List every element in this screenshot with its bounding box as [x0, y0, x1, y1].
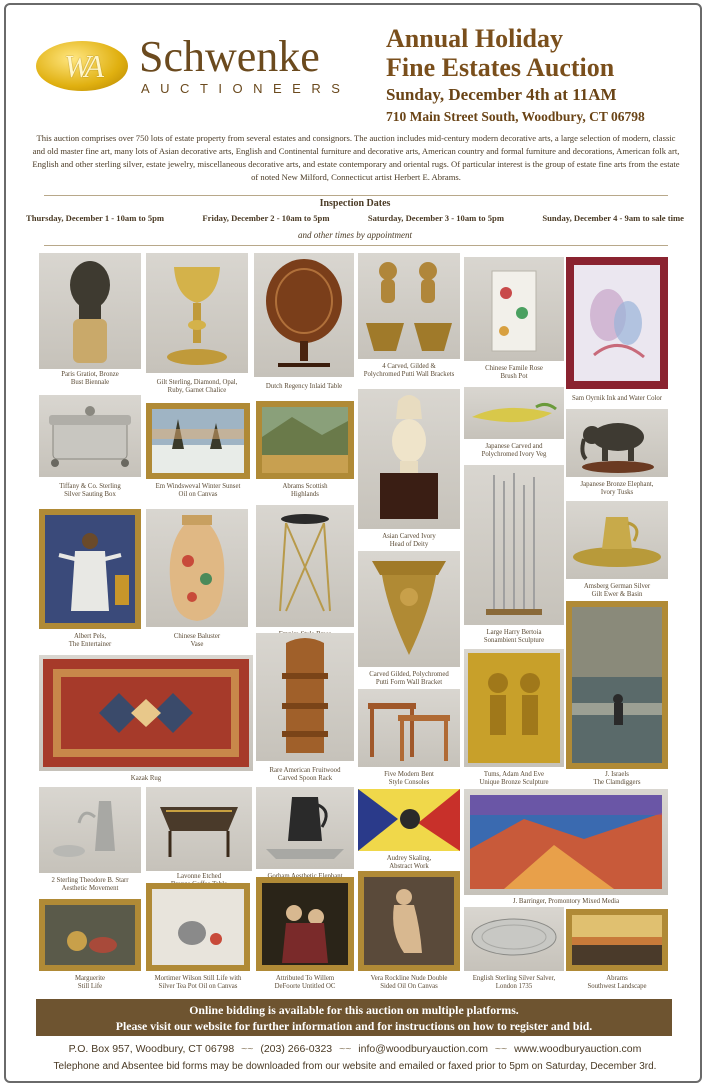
- lot-photo-nude: [358, 871, 460, 971]
- lot-caption: Carved Gilded, Polychromed Putti Form Wall Bracket: [369, 671, 449, 687]
- putti-brackets-icon: [358, 253, 460, 359]
- lot-photo-ivory-veg: [464, 387, 564, 439]
- online-bidding-banner: [36, 999, 672, 1036]
- lot-caption: Attributed To Willem DeFoorte Untitled OC: [274, 975, 336, 991]
- banner-line: Please visit our website for further information and for instructions on how to register and bid.: [115, 1019, 593, 1033]
- banner-line: Online bidding is available for this auction on multiple platforms.: [189, 1003, 519, 1017]
- lot-caption: Abrams Scottish Highlands: [282, 483, 328, 499]
- separator: ~~: [494, 1043, 508, 1055]
- lot-caption: Chinese Famile Rose Brush Pot: [485, 365, 543, 381]
- lot-photo-entertainer: [39, 509, 141, 629]
- nude-painting-icon: [364, 877, 454, 965]
- lot-photo-spoon-rack: [256, 633, 354, 761]
- phone-number[interactable]: (203) 266-0323: [260, 1043, 333, 1055]
- tilt-table-icon: [254, 253, 354, 377]
- gueridon-icon: [256, 505, 354, 627]
- auction-date: Sunday, December 4th at 11AM: [386, 85, 617, 104]
- lot-photo-bronze-sculpture: [464, 649, 564, 767]
- lot-photo-coffee-table: [146, 787, 252, 871]
- promontory-painting-icon: [464, 789, 668, 895]
- ivory-head-icon: [358, 389, 460, 529]
- lot-photo-watercolor: [566, 257, 668, 389]
- lot-caption: Lavonne Etched: [176, 873, 222, 880]
- divider: [44, 245, 668, 246]
- lot-caption: Mortimer Wilson Still Life with Silver Tea Pot Oil on Canvas: [154, 975, 242, 991]
- lot-caption: J. Barringer, Promontory Mixed Media: [512, 898, 620, 905]
- lot-caption: Rare American Fruitwood Carved Spoon Rack: [269, 767, 341, 783]
- ewer-basin-icon: [566, 501, 668, 579]
- auction-title-line2: Fine Estates Auction: [386, 53, 615, 82]
- lot-photo-bronze-elephant: [566, 409, 668, 477]
- bronze-relief-icon: [464, 649, 564, 767]
- lot-caption: 2 Sterling Theodore B. Starr Aesthetic Movement: [51, 877, 129, 893]
- kazak-rug-icon: [39, 655, 253, 771]
- inspection-date: Saturday, December 3 - 10am to 5pm: [367, 213, 504, 223]
- lot-caption: English Sterling Silver Salver, London 1735: [472, 975, 556, 991]
- inspection-date: Thursday, December 1 - 10am to 5pm: [26, 213, 165, 223]
- lot-photo-chalice: [146, 253, 248, 373]
- lot-caption: Japanese Bronze Elephant, Ivory Tusks: [580, 481, 654, 497]
- silver-box-icon: [39, 395, 141, 477]
- teapot-icon: [39, 787, 141, 873]
- wall-bracket-icon: [358, 551, 460, 667]
- lot-caption: Marguerite Still Life: [74, 975, 106, 991]
- highlands-landscape-icon: [262, 407, 348, 473]
- clamdiggers-painting-icon: [572, 607, 662, 763]
- abstract-watercolor-icon: [574, 265, 660, 381]
- lot-caption: 4 Carved, Gilded & Polychromed Putti Wall Brackets: [363, 363, 455, 379]
- po-box: P.O. Box 957, Woodbury, CT 06798: [68, 1043, 235, 1055]
- lot-caption: Amsberg German Silver Gilt Ewer & Basin: [583, 583, 651, 599]
- entertainer-painting-icon: [45, 515, 135, 623]
- lot-photo-elephant-pitcher: [256, 787, 354, 869]
- auction-title-line1: Annual Holiday: [386, 24, 564, 53]
- lot-photo-winter-sunset: [146, 403, 250, 479]
- southwest-landscape-icon: [572, 915, 662, 965]
- lot-photo-bronze-bust: [39, 253, 141, 369]
- lot-caption: Five Modern Bent Style Consoles: [384, 771, 434, 787]
- lot-photo-kazak-rug: [39, 655, 253, 771]
- lot-caption: Japanese Carved and Polychromed Ivory Veg: [481, 443, 547, 459]
- lot-caption: Tums, Adam And Eve Unique Bronze Sculpture: [479, 771, 549, 787]
- brand-subtitle: AUCTIONEERS: [141, 81, 351, 96]
- lot-photo-highlands: [256, 401, 354, 479]
- abstract-painting-icon: [358, 789, 460, 851]
- pitcher-icon: [256, 787, 354, 869]
- lot-photo-putti-brackets: [358, 253, 460, 359]
- lot-photo-defoorte: [256, 877, 354, 971]
- lot-photo-clamdiggers: [566, 601, 668, 769]
- coffee-table-icon: [146, 787, 252, 871]
- lot-photo-baluster-vase: [146, 509, 248, 627]
- lot-caption: Gilt Sterling, Diamond, Opal, Ruby, Garnet Chalice: [156, 379, 238, 395]
- intro-paragraph: This auction comprises over 750 lots of estate property from several estates and consignors. The auction includes mid-century modern decorative arts, a large selection of modern, classic and old master fine art, many lots of Asian decorative arts, English and Continental furniture and decorative arts, American country and formal furniture and decorations, American folk art, English and other sterling silver, estate jewelry, miscellaneous decorative arts, and estate contemporary and oriental rugs. Of particular interest is the group of estate fine arts from the estate of noted New Milford, Connecticut artist Herbert E. Abrams.: [32, 133, 680, 182]
- logo-letters: WA: [64, 47, 100, 84]
- brush-pot-icon: [464, 257, 564, 361]
- lot-photo-promontory: [464, 789, 668, 895]
- lot-photo-salver: [464, 907, 564, 971]
- vase-icon: [146, 509, 248, 627]
- inspection-dates: [26, 213, 684, 223]
- elephant-icon: [566, 409, 668, 477]
- lot-caption: Vera Rockline Nude Double Sided Oil On Canvas: [370, 975, 448, 991]
- winter-landscape-icon: [152, 409, 244, 473]
- lot-caption: Em Windsweval Winter Sunset Oil on Canvas: [155, 483, 241, 499]
- lot-photo-tea-pot: [146, 883, 250, 971]
- lot-photo-gueridon: [256, 505, 354, 627]
- lot-photo-ewer-basin: [566, 501, 668, 579]
- email-link[interactable]: info@woodburyauction.com: [358, 1043, 488, 1055]
- lot-caption: Tiffany & Co. Sterling Silver Sauting Box: [59, 483, 121, 499]
- inspection-extra: and other times by appointment: [298, 230, 412, 240]
- lot-caption: Kazak Rug: [130, 775, 162, 782]
- lot-caption: Albert Pels, The Entertainer: [68, 633, 112, 649]
- lot-caption: Audrey Skaling, Abstract Work: [386, 855, 432, 871]
- inspection-title: Inspection Dates: [319, 198, 391, 209]
- lot-caption: Asian Carved Ivory Head of Deity: [382, 533, 436, 549]
- console-tables-icon: [358, 689, 460, 767]
- tea-pot-painting-icon: [152, 889, 244, 965]
- spoon-rack-icon: [256, 633, 354, 761]
- auction-address: 710 Main Street South, Woodbury, CT 06798: [386, 109, 645, 124]
- still-life-painting-icon: [45, 905, 135, 965]
- logo-emblem: [36, 41, 128, 91]
- lot-caption: Abrams Southwest Landscape: [587, 975, 647, 991]
- contact-line: [6, 1043, 702, 1055]
- lot-caption: Paris Gratiot, Bronze Bust Biennale: [61, 371, 119, 387]
- lot-caption: Sam Oyrnik Ink and Water Color: [571, 395, 663, 402]
- inspection-date: Friday, December 2 - 10am to 5pm: [202, 213, 330, 223]
- separator: ~~: [339, 1043, 352, 1055]
- inspection-date: Sunday, December 4 - 9am to sale time: [542, 213, 684, 223]
- lot-caption: Large Harry Bertoia Sonambient Sculpture: [483, 629, 545, 645]
- lot-photo-putti-wall-bracket: [358, 551, 460, 667]
- separator: ~~: [241, 1043, 254, 1055]
- lot-caption: Dutch Regency Inlaid Table: [265, 383, 343, 390]
- bronze-bust-icon: [39, 253, 141, 369]
- bid-forms-note: Telephone and Absentee bid forms may be downloaded from our website and emailed or faxed prior to 5pm on Saturday, December 3rd.: [53, 1061, 657, 1072]
- website-link[interactable]: www.woodburyauction.com: [514, 1043, 642, 1055]
- lot-photo-sterling-box: [39, 395, 141, 477]
- lot-photo-ivory-deity: [358, 389, 460, 529]
- lot-photo-consoles: [358, 689, 460, 767]
- sonambient-sculpture-icon: [464, 465, 564, 625]
- lot-photo-abstract: [358, 789, 460, 851]
- chalice-icon: [146, 253, 248, 373]
- lot-caption: Chinese Baluster Vase: [173, 633, 221, 649]
- lot-photo-sterling-teapot: [39, 787, 141, 873]
- lot-photo-inlaid-table: [254, 253, 354, 377]
- lot-photo-still-life: [39, 899, 141, 971]
- salver-icon: [464, 907, 564, 971]
- divider: [44, 195, 668, 196]
- lot-caption: J. Israels The Clamdiggers: [593, 771, 641, 787]
- auction-flyer: [4, 3, 702, 1083]
- lot-photo-brush-pot: [464, 257, 564, 361]
- brand-name: Schwenke: [139, 32, 320, 81]
- ivory-vegetable-icon: [464, 387, 564, 439]
- lot-photo-southwest: [566, 909, 668, 971]
- lot-photo-bertoia-sculpture: [464, 465, 564, 625]
- figures-painting-icon: [262, 883, 348, 965]
